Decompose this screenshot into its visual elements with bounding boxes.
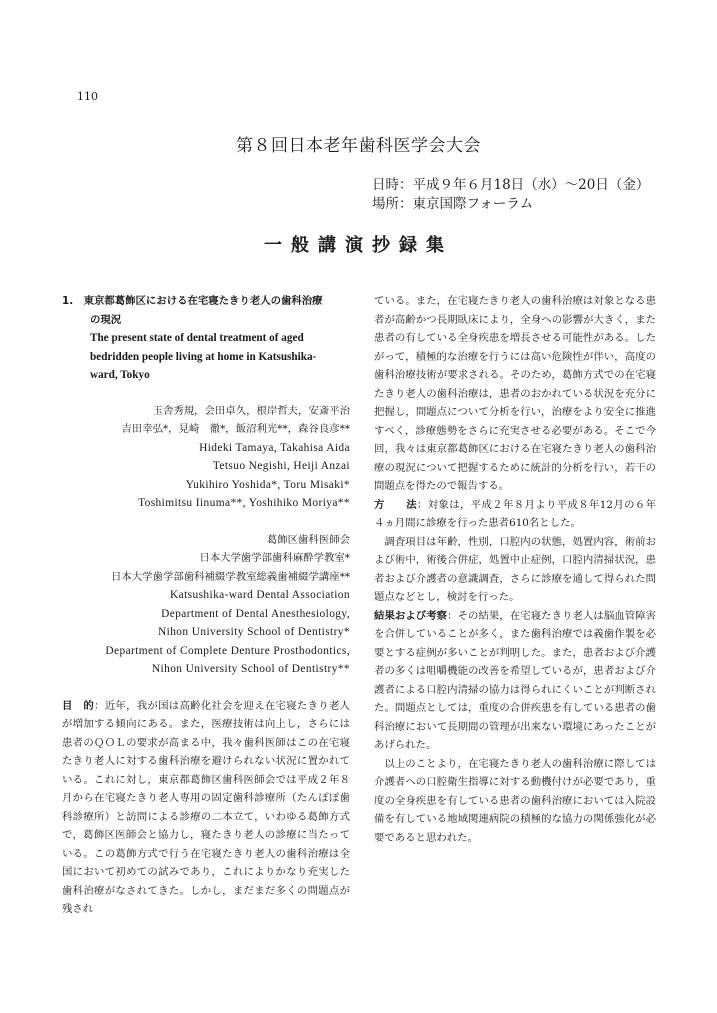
page-number: 110	[77, 90, 98, 103]
affiliation-en-1: Katsushika-ward Dental Association	[170, 589, 350, 601]
paper-title	[62, 292, 350, 385]
objective-label: 目 的	[62, 699, 95, 712]
authors-en-3: Yukihiro Yoshida*, Toru Misaki*	[185, 478, 350, 491]
affiliation-en-2: Department of Dental Anesthesiology,	[161, 607, 350, 620]
date-place-block	[372, 176, 649, 214]
authors-jp-2: 吉田幸弘*，見崎 徹*，飯沼利光**，森谷良彦**	[121, 423, 350, 435]
authors-en-1: Hideki Tamaya, Takahisa Aida	[199, 441, 350, 454]
authors-en-2: Tetsuo Negishi, Heiji Anzai	[212, 460, 350, 472]
title-jp-line-2: の現況	[90, 313, 122, 326]
right-column	[374, 292, 656, 847]
place-line: 場所：東京国際フォーラム	[372, 196, 534, 212]
results-label: 結果および考察	[374, 609, 448, 622]
conclusion-paragraph: 以上のことより，在宅寝たきり老人の歯科治療に際しては介護者への口腔衛生指導に対する動機付けが必要であり，重度の全身疾患を有している患者の歯科治療においては入院設備を有している地域関連病院の積極的な協力の関係強化が必要であると思われた。	[374, 757, 656, 844]
results-text: ：その結果，在宅寝たきり老人は脳血管障害を合併していることが多く，また歯科治療では義歯作製を必要とする症例が多いことが判明した。また，患者および介護者の多くは咀嚼機能の改善を希望しているが，患者および介護者による口腔内清掃の協力は得られにくいことが判断された。問題点としては，重度の合併疾患を有している患者の歯科治療において長期間の管理が出来ない環境にあったことがあげられた。	[374, 609, 656, 751]
date-line: 日時：平成９年６月18日（水）～20日（金）	[372, 177, 650, 193]
affiliation-jp-2: 日本大学歯学部歯科麻酔学教室*	[199, 552, 350, 564]
methods-paragraph	[374, 496, 656, 533]
section-title: 一般講演抄録集	[264, 235, 453, 256]
affiliation-en-3: Nihon University School of Dentistry*	[158, 626, 350, 638]
affiliation-en-5: Nihon University School of Dentistry**	[151, 663, 350, 675]
left-column	[62, 292, 350, 919]
objective-text: ：近年，我が国は高齢化社会を迎え在宅寝たきり老人が増加する傾向にある。また，医療技術は向上し，さらには患者のＱＯＬの要求が高まる中，我々歯科医師はこの在宅寝たきり老人に対する歯科治療を避けられない状況に置かれている。これに対し，東京都葛飾区歯科医師会では平成２年８月から在宅寝たきり老人専用の固定歯科診療所（たんぽぽ歯科診療所）と訪問による診療の二本立て，いわゆる葛飾方式で，葛飾区医師会と協力し，寝たきり老人の診療に当たっている。この葛飾方式で行う在宅寝たきり老人の歯科治療は全国において初めての試みであり，これによりかなり充実した歯科治療がなされてきた。しかし，まだまだ多くの問題点が残され	[62, 699, 351, 915]
authors-en-4: Toshimitsu Iinuma**, Yoshihiko Moriya**	[138, 497, 350, 509]
affiliation-jp-1: 葛飾区歯科医師会	[266, 533, 350, 546]
title-jp-line-1: 1. 東京都葛飾区における在宅寝たきり老人の歯科治療	[62, 295, 323, 307]
methods-paragraph-2: 調査項目は年齢，性別，口腔内の状態，処置内容，術前および術中，術後合併症，処置中止症例，口腔内清掃状況，患者および介護者の意識調査，さらに診療を通して得られた問題点などとし，検討を行った。	[374, 535, 656, 603]
affiliations-block	[62, 531, 350, 679]
conference-title: 第８回日本老年歯科医学会大会	[236, 136, 481, 156]
objective-paragraph	[62, 697, 350, 919]
methods-text: ：対象は，平成２年８月より平成８年12月の６年４ヵ月間に診療を行った患者610名とした。	[374, 498, 656, 529]
results-paragraph	[374, 607, 656, 755]
title-en-line-1: The present state of dental treatment of aged	[90, 332, 304, 344]
affiliation-en-4: Department of Complete Denture Prosthodontics,	[105, 644, 350, 657]
title-en-line-2: bedridden people living at home in Katsushika-	[90, 350, 317, 363]
affiliation-jp-3: 日本大学歯学部歯科補綴学教室総義歯補綴学講座**	[111, 570, 350, 583]
authors-jp-1: 玉舎秀規，会田卓久，根岸哲夫，安斎平治	[152, 404, 350, 417]
authors-block	[62, 402, 350, 513]
title-en-line-3: ward, Tokyo	[90, 369, 150, 381]
methods-label: 方 法	[374, 498, 418, 511]
objective-continued: ている。また，在宅寝たきり老人の歯科治療は対象となる患者が高齢かつ長期臥床により，全身への影響が大きく，また患者の有している全身疾患を増長させる可能性がある。したがって，積極的な治療を行うには高い危険性が伴い，高度の歯科治療技術が要求される。そのため，葛飾方式での在宅寝たきり老人の歯科治療は，患者のおかれている状況を充分に把握し，問題点について分析を行い，治療をより安全に推進すべく，診療態勢をさらに充実させる必要がある。そこで今回，我々は東京都葛飾区における在宅寝たきり老人の歯科治療の現況について把握するために統計的分析を行い，若干の問題点を得たので報告する。	[374, 295, 656, 492]
